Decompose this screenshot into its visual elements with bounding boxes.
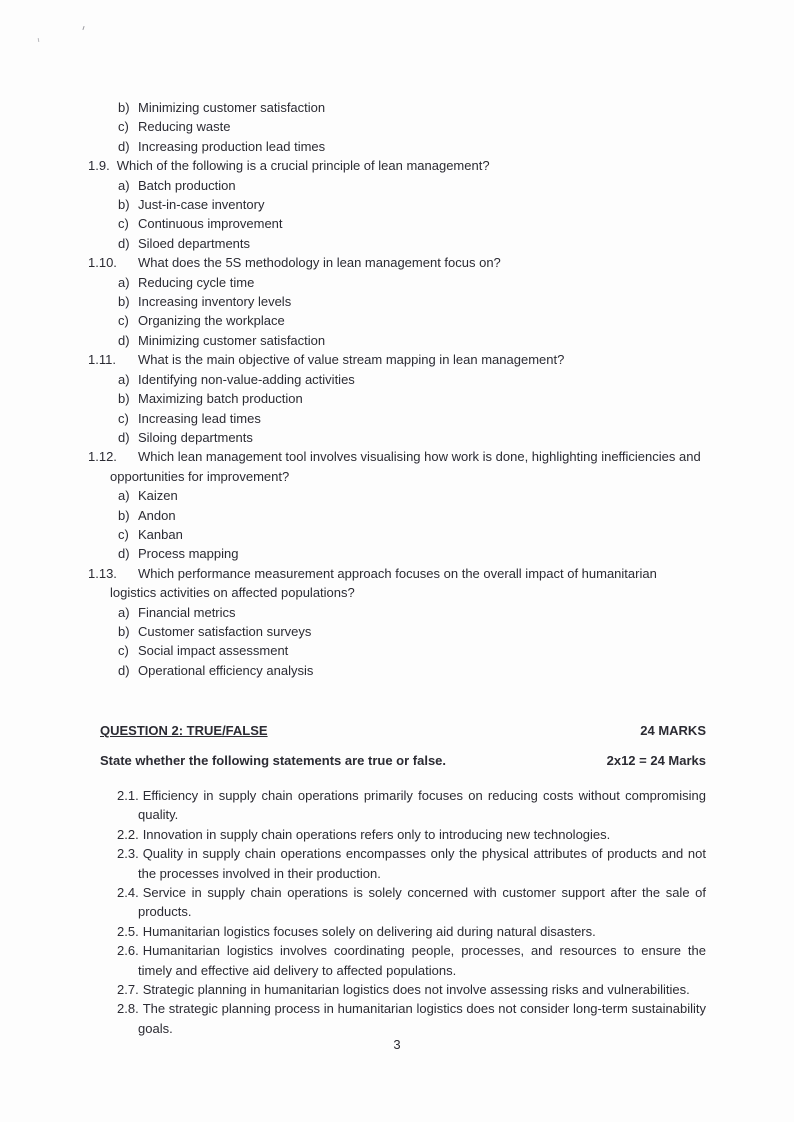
option-text: Identifying non-value-adding activities [138, 371, 355, 387]
option-text: Reducing cycle time [138, 274, 255, 290]
statement-text: Service in supply chain operations is solely concerned with customer support after the sale of products. [138, 885, 706, 920]
page-number: 3 [393, 1037, 401, 1052]
statement-number: 2.6. [117, 943, 139, 959]
option-letter: d) [118, 235, 130, 251]
option-text: Reducing waste [138, 119, 231, 135]
statement-number: 2.3. [117, 846, 139, 862]
statement-text: Efficiency in supply chain operations primarily focuses on reducing costs without compromising quality. [138, 788, 706, 823]
option-text: Siloed departments [138, 235, 251, 251]
scan-artifact [38, 38, 40, 42]
option-item [118, 234, 706, 253]
option-letter: a) [118, 488, 130, 504]
question2-instruction: State whether the following statements are true or false. [100, 752, 447, 768]
option-letter: d) [118, 429, 130, 445]
statement-number: 2.4. [117, 885, 139, 901]
option-text: Siloing departments [138, 429, 253, 445]
option-item [118, 176, 706, 195]
statement-text: Innovation in supply chain operations refers only to introducing new technologies. [142, 826, 611, 842]
option-text: Batch production [138, 177, 236, 193]
question-number: 1.11. [88, 352, 116, 368]
option-item [118, 273, 706, 292]
option-item [118, 409, 706, 428]
statement-item [117, 883, 706, 922]
question-number: 1.12. [88, 449, 117, 465]
statement-number: 2.1. [117, 788, 139, 803]
option-text: Process mapping [138, 546, 239, 562]
option-text: Kaizen [138, 488, 178, 504]
option-letter: c) [118, 526, 129, 542]
statement-number: 2.2. [117, 826, 139, 842]
option-letter: d) [118, 138, 130, 154]
option-letter: c) [118, 643, 129, 659]
question2-marks: 24 MARKS [640, 723, 706, 739]
question-item [88, 156, 706, 175]
option-item [118, 661, 706, 680]
option-text: Minimizing customer satisfaction [138, 100, 326, 115]
option-item [118, 292, 706, 311]
statement-number: 2.7. [117, 982, 139, 998]
statement-text: Quality in supply chain operations encompasses only the physical attributes of products and not the processes involved in their production. [138, 846, 706, 881]
option-item [118, 195, 706, 214]
statement-item [117, 941, 706, 980]
option-item [118, 506, 706, 525]
option-item [118, 214, 706, 233]
statement-text: The strategic planning process in humanitarian logistics does not consider long-term sustainability goals. [138, 1001, 706, 1036]
statement-text: Humanitarian logistics focuses solely on delivering aid during natural disasters. [142, 923, 596, 939]
question2-marks-detail: 2x12 = 24 Marks [606, 752, 706, 768]
option-text: Increasing production lead times [138, 138, 326, 154]
option-text: Kanban [138, 526, 183, 542]
option-text: Operational efficiency analysis [138, 662, 314, 678]
option-text: Organizing the workplace [138, 313, 285, 329]
option-letter: b) [118, 391, 130, 407]
option-text: Increasing inventory levels [138, 294, 292, 310]
option-item [118, 389, 706, 408]
question-item [88, 350, 706, 369]
page-content [88, 98, 706, 1038]
option-letter: b) [118, 623, 130, 639]
option-text: Just-in-case inventory [138, 197, 265, 213]
option-letter: a) [118, 604, 130, 620]
option-text: Minimizing customer satisfaction [138, 332, 326, 348]
option-letter: b) [118, 197, 130, 213]
statement-item [117, 786, 706, 825]
option-letter: c) [118, 119, 129, 135]
statement-item [117, 922, 706, 941]
statement-number: 2.8. [117, 1001, 139, 1017]
question-text: What does the 5S methodology in lean management focus on? [138, 255, 501, 271]
option-item [118, 428, 706, 447]
option-text: Increasing lead times [138, 410, 261, 426]
statement-text: Strategic planning in humanitarian logistics does not involve assessing risks and vulnerabilities. [142, 982, 690, 998]
option-item [118, 311, 706, 330]
option-text: Andon [138, 507, 176, 523]
option-item [118, 137, 706, 156]
option-item [118, 622, 706, 641]
option-letter: b) [118, 507, 130, 523]
statement-item [117, 844, 706, 883]
option-item [118, 603, 706, 622]
option-letter: b) [118, 294, 130, 310]
statement-number: 2.5. [117, 923, 139, 939]
option-letter: d) [118, 662, 130, 678]
statements-list [88, 786, 706, 1038]
question-text: Which lean management tool involves visualising how work is done, highlighting inefficiencies and opportunities for improvement? [110, 449, 701, 484]
question-number: 1.9. [88, 158, 110, 174]
question2-heading: QUESTION 2: TRUE/FALSE [100, 723, 268, 739]
question-text: What is the main objective of value stream mapping in lean management? [138, 352, 565, 368]
option-item [118, 544, 706, 563]
option-item [118, 486, 706, 505]
statement-item [117, 825, 706, 844]
option-letter: d) [118, 546, 130, 562]
option-text: Continuous improvement [138, 216, 283, 232]
question2-heading-row [100, 721, 706, 740]
option-item [118, 370, 706, 389]
question2-instruction-row [100, 751, 706, 770]
statement-item [117, 999, 706, 1038]
option-item [118, 525, 706, 544]
option-letter: c) [118, 313, 129, 329]
question-item [88, 564, 706, 603]
option-text: Customer satisfaction surveys [138, 623, 312, 639]
option-letter: a) [118, 274, 130, 290]
option-text: Social impact assessment [138, 643, 289, 659]
option-letter: c) [118, 216, 129, 232]
question-number: 1.10. [88, 255, 117, 271]
option-item [118, 331, 706, 350]
question-text: Which of the following is a crucial principle of lean management? [116, 158, 490, 174]
option-letter: a) [118, 177, 130, 193]
question-number: 1.13. [88, 565, 117, 581]
option-letter: d) [118, 332, 130, 348]
question-item [88, 253, 706, 272]
statement-text: Humanitarian logistics involves coordinating people, processes, and resources to ensure the timely and effective aid delivery to affected populations. [138, 943, 706, 978]
question-item [88, 447, 706, 486]
option-letter: c) [118, 410, 129, 426]
scan-artifact [82, 26, 84, 30]
question2-section [88, 721, 706, 1038]
question-text: Which performance measurement approach focuses on the overall impact of humanitarian logistics activities on affected populations? [110, 565, 657, 601]
option-item [118, 641, 706, 660]
option-text: Maximizing batch production [138, 391, 303, 407]
option-letter: b) [118, 100, 130, 115]
statement-item [117, 980, 706, 999]
option-item [118, 117, 706, 136]
option-item [118, 98, 706, 117]
option-letter: a) [118, 371, 130, 387]
option-text: Financial metrics [138, 604, 236, 620]
